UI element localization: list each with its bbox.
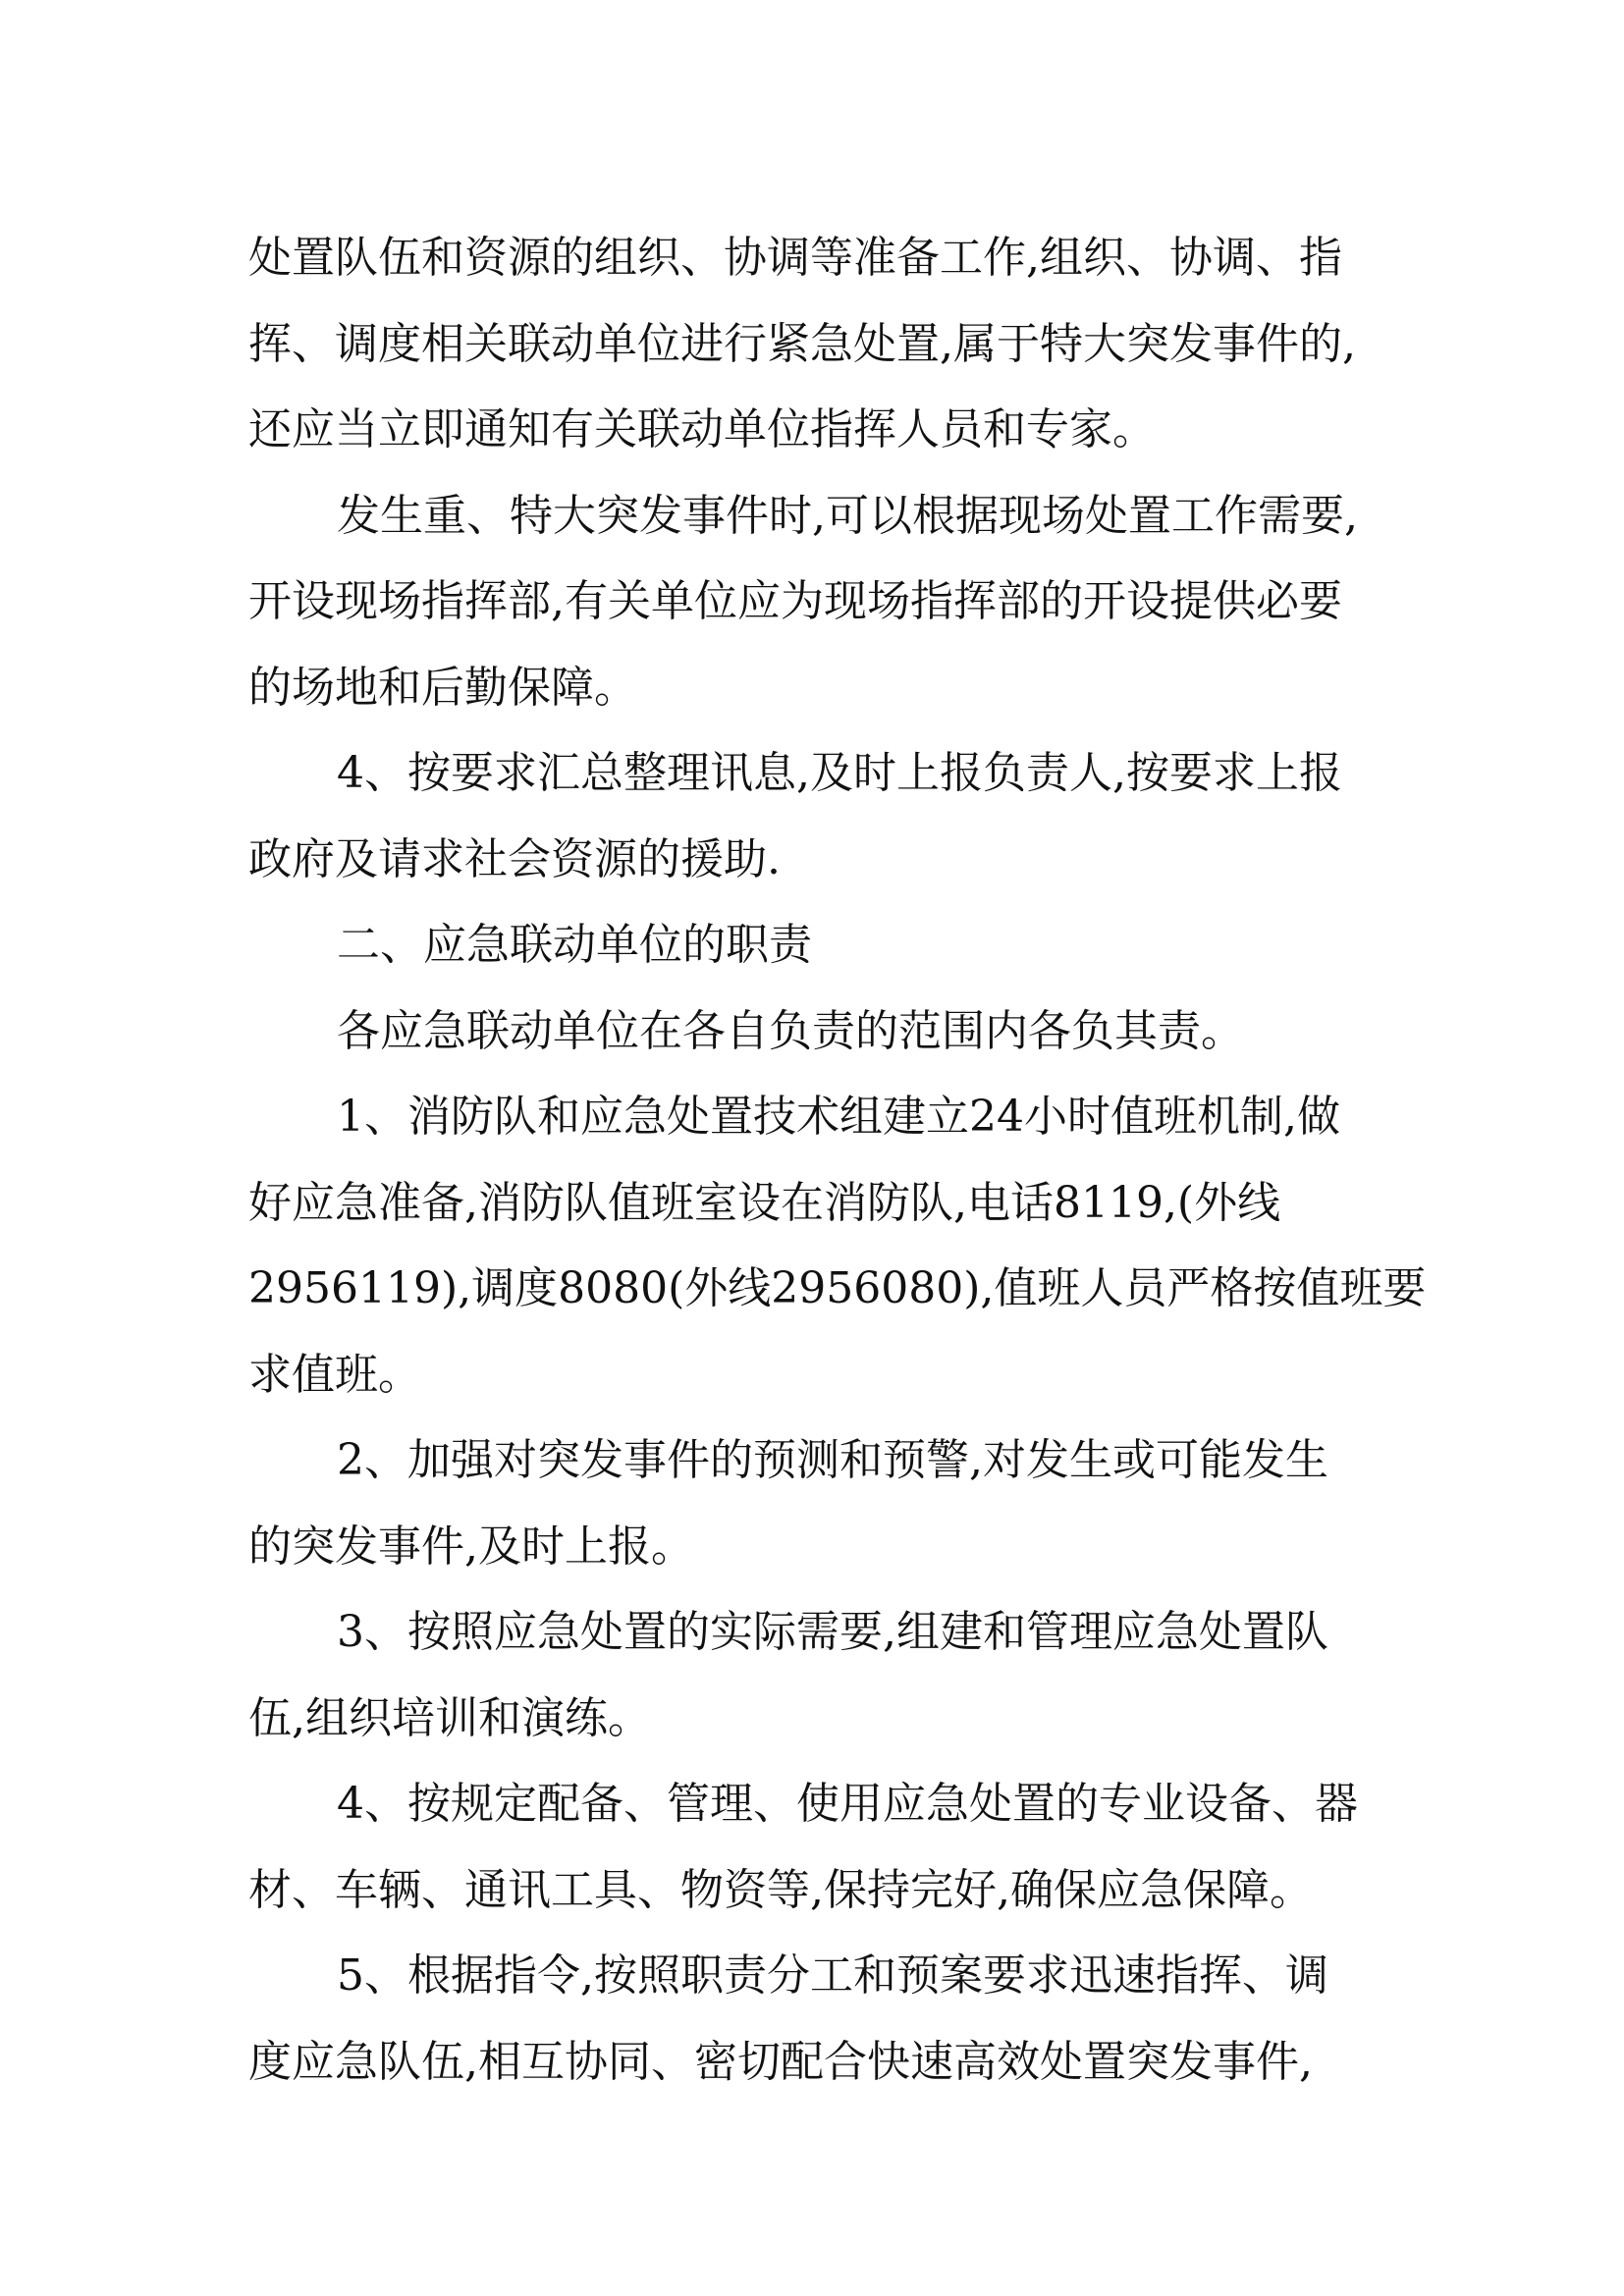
text-line: 开设现场指挥部,有关单位应为现场指挥部的开设提供必要	[248, 576, 1342, 626]
text-line: 还应当立即通知有关联动单位指挥人员和专家。	[248, 404, 1156, 454]
paragraph	[248, 1933, 1392, 2105]
text-line: 的突发事件,及时上报。	[248, 1521, 694, 1572]
paragraph	[248, 1761, 1392, 1933]
text-line: 伍,组织培训和演练。	[248, 1692, 651, 1743]
paragraph	[248, 215, 1392, 473]
text-line: 求值班。	[248, 1349, 421, 1400]
text-line: 好应急准备,消防队值班室设在消防队,电话8119,(外线	[248, 1177, 1281, 1228]
text-line: 处置队伍和资源的组织、协调等准备工作,组织、协调、指	[248, 233, 1342, 283]
paragraph	[248, 902, 1392, 988]
paragraph	[248, 988, 1392, 1075]
text-line: 度应急队伍,相互协同、密切配合快速高效处置突发事件,	[248, 2036, 1313, 2087]
text-line: 4、按规定配备、管理、使用应急处置的专业设备、器	[337, 1779, 1358, 1829]
paragraph	[248, 1589, 1392, 1761]
text-line: 2、加强对突发事件的预测和预警,对发生或可能发生	[337, 1435, 1328, 1485]
text-line: 3、按照应急处置的实际需要,组建和管理应急处置队	[337, 1607, 1328, 1657]
text-line: 2956119),调度8080(外线2956080),值班人员严格按值班要	[248, 1263, 1427, 1313]
text-line: 5、根据指令,按照职责分工和预案要求迅速指挥、调	[337, 1950, 1328, 2001]
text-line: 各应急联动单位在各自负责的范围内各负其责。	[337, 1005, 1244, 1056]
text-line: 材、车辆、通讯工具、物资等,保持完好,确保应急保障。	[248, 1864, 1313, 1915]
text-line: 挥、调度相关联动单位进行紧急处置,属于特大突发事件的,	[248, 318, 1356, 369]
text-line: 4、按要求汇总整理讯息,及时上报负责人,按要求上报	[337, 748, 1342, 798]
paragraph	[248, 1074, 1427, 1417]
text-line: 1、消防队和应急处置技术组建立24小时值班机制,做	[337, 1092, 1340, 1142]
document-body	[248, 215, 1427, 2105]
text-line: 二、应急联动单位的职责	[337, 920, 812, 970]
paragraph	[248, 730, 1392, 902]
paragraph	[248, 473, 1392, 731]
paragraph	[248, 1417, 1392, 1589]
text-line: 发生重、特大突发事件时,可以根据现场处置工作需要,	[337, 490, 1358, 541]
text-line: 的场地和后勤保障。	[248, 662, 637, 713]
text-line: 政府及请求社会资源的援助.	[248, 833, 781, 884]
